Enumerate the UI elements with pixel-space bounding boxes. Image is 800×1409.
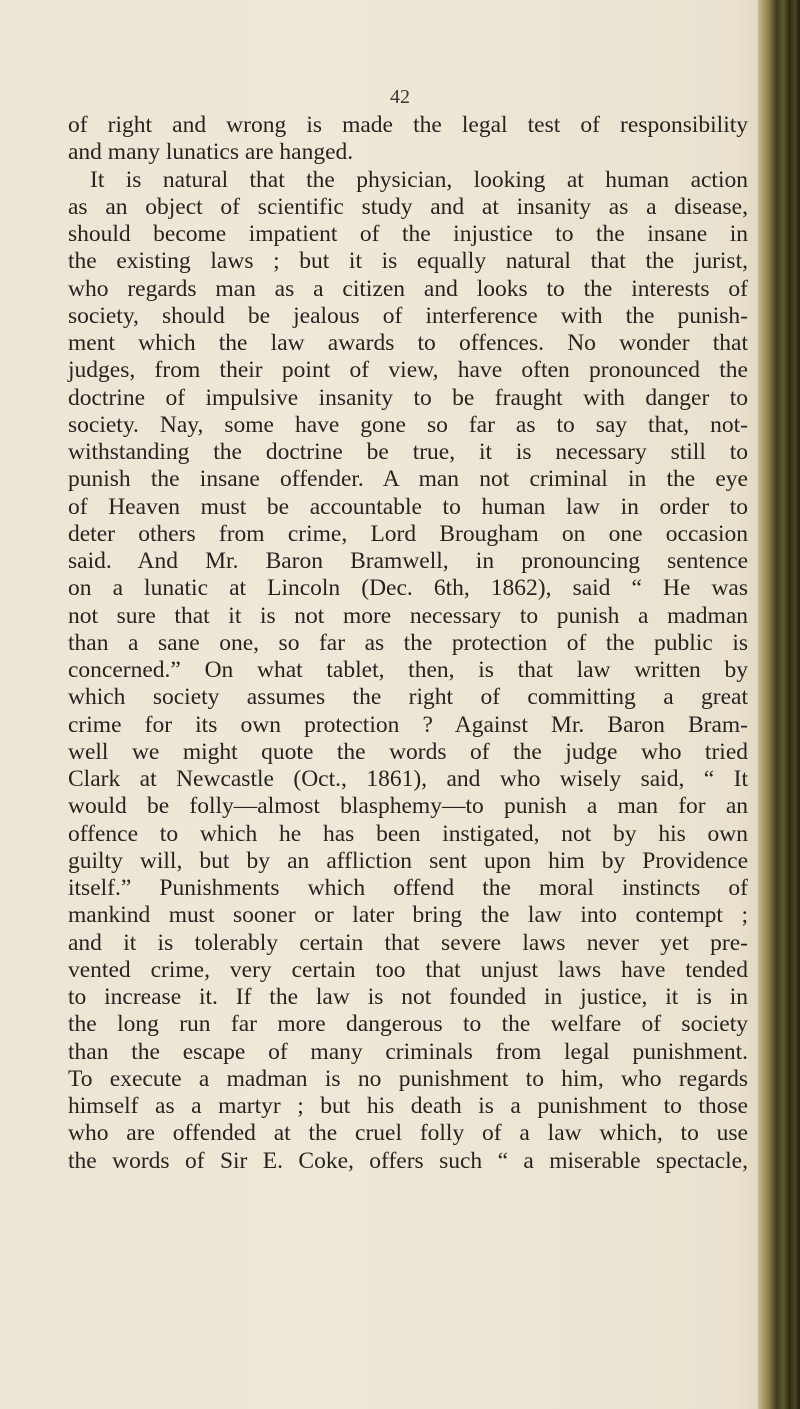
text-line: judges, from their point of view, have often pronounced the <box>68 357 748 384</box>
text-line: concerned.” On what tablet, then, is that law written by <box>68 657 748 683</box>
text-line: well we might quote the words of the judge who tried <box>68 738 748 765</box>
text-line: the existing laws ; but it is equally natural that the jurist, <box>68 248 748 275</box>
text-line: which society assumes the right of committing a great <box>68 684 748 711</box>
text-line: would be folly—almost blasphemy—to punish a man for an <box>68 793 748 820</box>
text-line: To execute a madman is no punishment to him, who regards <box>68 1065 748 1092</box>
text-line: mankind must sooner or later bring the law into contempt ; <box>68 902 748 929</box>
text-line: said. And Mr. Baron Bramwell, in pronouncing sentence <box>68 548 748 574</box>
text-line: guilty will, but by an affliction sent upon him by Providence <box>68 847 748 874</box>
text-line: not sure that it is not more necessary to punish a madman <box>68 602 748 629</box>
text-line: to increase it. If the law is not founded in justice, it is in <box>68 984 748 1010</box>
text-line: deter others from crime, Lord Brougham on one occasion <box>68 520 748 547</box>
text-line: and many lunatics are hanged. <box>68 139 354 166</box>
text-line: on a lunatic at Lincoln (Dec. 6th, 1862), said “ He was <box>68 575 748 602</box>
text-line: than the escape of many criminals from legal punishment. <box>68 1038 748 1065</box>
text-line: ment which the law awards to offences. No wonder that <box>68 330 748 356</box>
body-text <box>68 112 748 1175</box>
text-line: Clark at Newcastle (Oct., 1861), and who wisely said, “ It <box>68 766 748 792</box>
text-line: withstanding the doctrine be true, it is necessary still to <box>68 439 748 465</box>
text-line: himself as a martyr ; but his death is a punishment to those <box>68 1093 748 1119</box>
text-line: as an object of scientific study and at insanity as a disease, <box>68 193 748 220</box>
text-line: society, should be jealous of interference with the punish- <box>68 302 748 329</box>
text-line: the long run far more dangerous to the welfare of society <box>68 1011 748 1038</box>
text-line: who regards man as a citizen and looks to the interests of <box>68 275 748 302</box>
text-line: offence to which he has been instigated, not by his own <box>68 820 748 847</box>
text-line: of Heaven must be accountable to human law in order to <box>68 493 748 520</box>
text-line: vented crime, very certain too that unjust laws have tended <box>68 956 748 983</box>
text-line: crime for its own protection ? Against Mr. Baron Bram- <box>68 711 748 738</box>
text-line: who are offended at the cruel folly of a law which, to use <box>68 1120 748 1147</box>
text-line: punish the insane offender. A man not criminal in the eye <box>68 466 748 493</box>
text-line: It is natural that the physician, looking at human action <box>90 166 748 193</box>
text-line: should become impatient of the injustice to the insane in <box>68 221 748 247</box>
text-line: society. Nay, some have gone so far as to say that, not- <box>68 411 748 438</box>
book-binding-edge <box>758 0 800 1409</box>
text-line: doctrine of impulsive insanity to be fraught with danger to <box>68 384 748 411</box>
text-line: the words of Sir E. Coke, offers such “ a miserable spectacle, <box>68 1147 748 1174</box>
page-number: 42 <box>390 86 410 108</box>
text-line: than a sane one, so far as the protection of the public is <box>68 629 748 656</box>
text-line: itself.” Punishments which offend the moral instincts of <box>68 875 748 901</box>
text-line: and it is tolerably certain that severe laws never yet pre- <box>68 929 748 956</box>
text-line: of right and wrong is made the legal test of responsibility <box>68 112 748 138</box>
